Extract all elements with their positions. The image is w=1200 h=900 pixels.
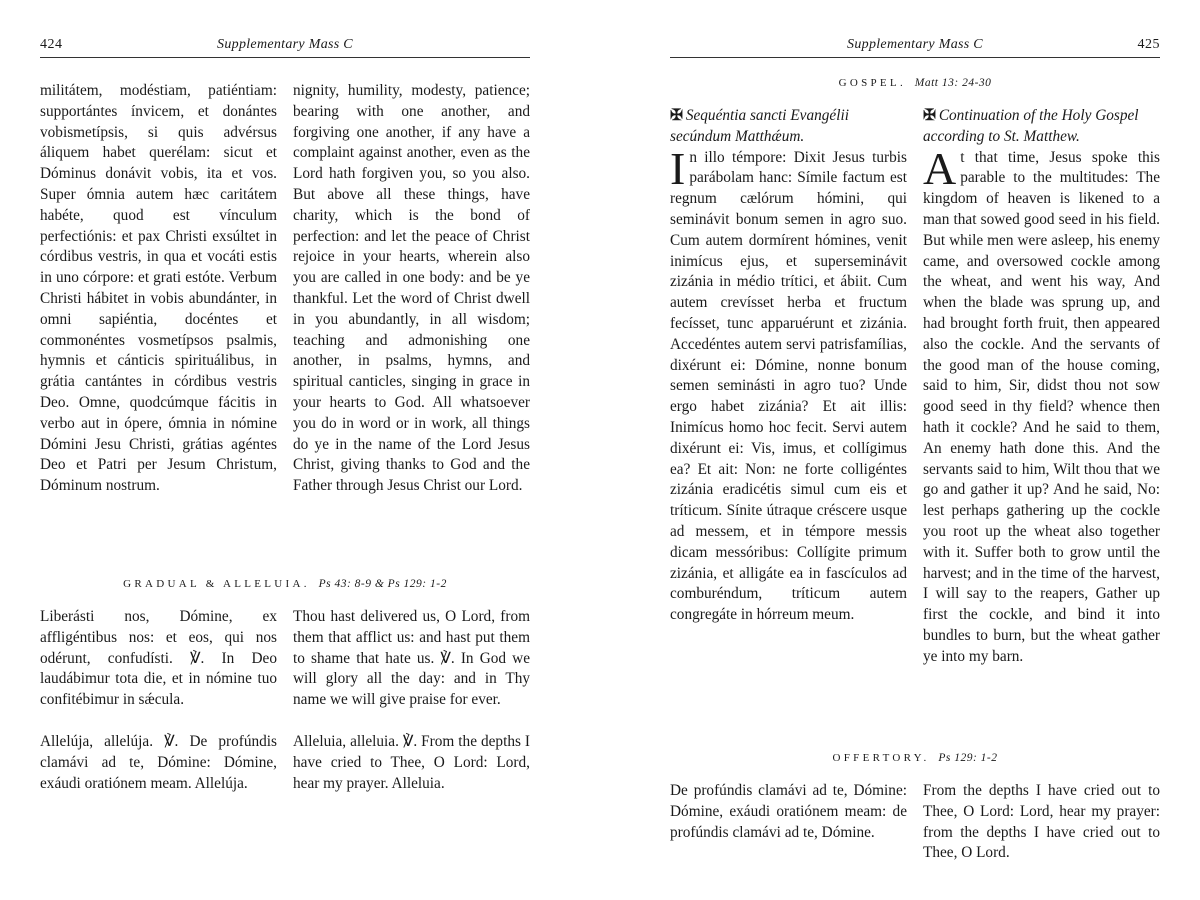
gospel-english-column: [923, 106, 1160, 668]
cross-icon: ✠: [923, 107, 936, 124]
cross-icon: ✠: [670, 107, 683, 124]
offertory-latin-text: De profúndis clamávi ad te, Dómine: Dómine, exáudi oratiónem meam: de profúndis clamávi ad te, Dómine.: [670, 782, 907, 841]
epistle-english-text: nignity, humility, modesty, patience; bearing with one another, and forgiving one another, if any have a complaint against another, even as the Lord hath forgiven you, so you also. But above all these things, have charity, which is the bond of perfection: and let the peace of Christ rejoice in your hearts, wherein also you are called in one body: and be ye thankful. Let the word of Christ dwell in you abundantly, in all wisdom; teaching and admonishing one another, in psalms, hymns, and spiritual canticles, singing in grace in your hearts to God. All whatsoever you do in word or in work, all things do ye in the name of the Lord Jesus Christ, giving thanks to God and the Father through Jesus Christ our Lord.: [293, 82, 530, 495]
gospel-latin-column: [670, 106, 907, 626]
alleluia-latin-text: Allelúja, allelúja. ℣. De profúndis clamávi ad te, Dómine: Dómine, exáudi oratiónem meam. Allelúja.: [40, 733, 277, 792]
gospel-english-text: At that time, Jesus spoke this parable to the multitudes: The kingdom of heaven is likened to a man that sowed good seed in his field. But while men were asleep, his enemy came, and oversowed cockle among the wheat, and went his way, And when the blade was sprung up, and had brought forth fruit, then appeared also the cockle. And the servants of the good man of the house coming, said to him, Sir, didst thou not sow good seed in thy field? whence then hath it cockle? And he said to them, An enemy hath done this. And the servants said to him, Wilt thou that we go and gather it up? And he said, No: lest perhaps gathering up the cockle you root up the wheat also together with it. Suffer both to grow until the harvest; and in the time of the harvest, I will say to the reapers, Gather up first the cockle, and bind it into bundles to burn, but the wheat gather ye into my barn.: [923, 142, 1160, 665]
epistle-latin-text: militátem, modéstiam, patiéntiam: supportántes ínvicem, et donántes vobismetípsis, si quis advérsus áliquem habet querélam: sicut et Dóminus donávit vobis, ita et vos. Super ómnia autem hæc caritátem habéte, quod est vínculum perfectiónis: et pax Christi exsúltet in córdibus vestris, in qua et vocáti estis in uno córpore: et grati estóte. Verbum Christi hábitet in vobis abundánter, in omni sapiéntia, docéntes et commonéntes vosmetípsos psalmis, hymnis et cánticis spirituálibus, in grátia cantántes in córdibus vestris Deo. Omne, quodcúmque fácitis in verbo aut in ópere, ómnia in nómine Dómini Jesu Christi, grátias agéntes Deo et Patri per Jesum Christum, Dóminum nostrum.: [40, 82, 277, 495]
gradual-latin-text: Liberásti nos, Dómine, ex affligéntibus nos: et eos, qui nos odérunt, confudísti. ℣. In Deo laudábimur tota die, et in nómine tuo confitébimur in sǽcula.: [40, 608, 277, 709]
gradual-reference: Ps 43: 8-9 & Ps 129: 1-2: [318, 578, 447, 590]
drop-cap: A: [923, 142, 957, 194]
gospel-latin-rubric: ✠ Sequéntia sancti Evangélii secúndum Matthǽum.: [670, 107, 849, 145]
page-header: [40, 37, 530, 58]
right-page: [670, 0, 1160, 900]
page-number: 425: [1137, 37, 1160, 52]
page-number: 424: [40, 37, 63, 52]
offertory-title: OFFERTORY.: [832, 752, 930, 764]
gradual-english-text: Thou hast delivered us, O Lord, from them that afflict us: and hast put them to shame that hate us. ℣. In God we will glory all the day: and in Thy name we will give praise for ever.: [293, 608, 530, 709]
gospel-heading: [670, 77, 1160, 89]
gradual-title: GRADUAL & ALLELUIA.: [123, 578, 310, 590]
page-header: [670, 37, 1160, 58]
left-page: [40, 0, 530, 900]
offertory-reference: Ps 129: 1-2: [938, 752, 998, 764]
alleluia-english-text: Alleluia, alleluia. ℣. From the depths I have cried to Thee, O Lord: Lord, hear my prayer. Alleluia.: [293, 733, 530, 792]
running-title: Supplementary Mass C: [847, 37, 983, 52]
drop-cap: I: [670, 142, 686, 194]
gradual-heading: [40, 578, 530, 590]
offertory-english-text: From the depths I have cried out to Thee, O Lord: Lord, hear my prayer: from the depths I have cried out to Thee, O Lord.: [923, 782, 1160, 862]
gospel-english-rubric: ✠ Continuation of the Holy Gospel according to St. Matthew.: [923, 107, 1139, 145]
running-title: Supplementary Mass C: [217, 37, 353, 52]
offertory-heading: [670, 752, 1160, 764]
gospel-title: GOSPEL.: [838, 77, 907, 89]
gospel-reference: Matt 13: 24-30: [914, 77, 992, 89]
gospel-latin-text: In illo témpore: Dixit Jesus turbis parábolam hanc: Símile factum est regnum cælórum hómini, qui seminávit bonum semen in agro suo. Cum autem dormírent hómines, venit inimícus ejus, et superseminávit zizánia in médio trítici, et ábiit. Cum autem crevísset herba et fructum fecísset, tunc apparuérunt et zizánia. Accedéntes autem servi patrisfamílias, dixérunt ei: Dómine, nonne bonum semen seminásti in agro tuo? Unde ergo habet zizánia? Et ait illis: Inimícus homo hoc fecit. Servi autem dixérunt ei: Vis, imus, et collígimus ea? Et ait: Non: ne forte colligéntes zizánia eradicétis simul cum eis et tríticum. Sínite útraque créscere usque ad messem, et in témpore messis dicam messóribus: Collígite primum zizánia, et alligáte ea in fascículos ad comburéndum, tríticum autem congregáte in hórreum meum.: [670, 142, 907, 624]
